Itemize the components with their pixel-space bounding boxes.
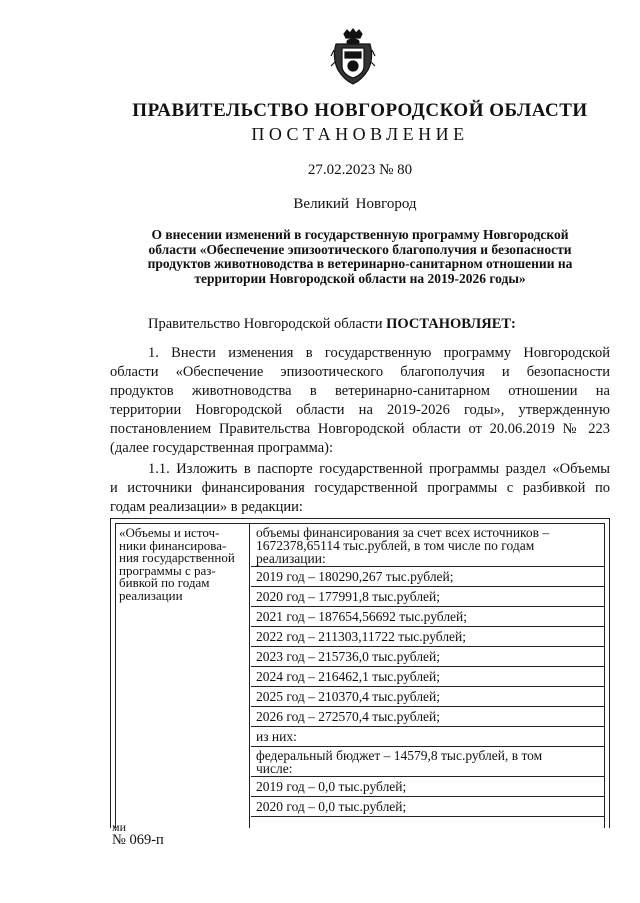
of-them-row: из них: xyxy=(251,727,604,747)
paragraph-line: и источники финансирования государственной программы с разбивкой по xyxy=(110,480,610,496)
year-row: 2022 год – 211303,11722 тыс.рублей; xyxy=(251,627,604,647)
paragraph-line: территории Новгородской области на 2019-2026 годы», утвержденную xyxy=(110,402,610,418)
total-line: 1672378,65114 тыс.рублей, в том числе по годам xyxy=(256,538,535,553)
paragraph-1 xyxy=(110,344,610,458)
federal-line: федеральный бюджет – 14579,8 тыс.рублей, в том xyxy=(256,748,543,763)
total-financing-cell xyxy=(251,524,604,567)
financing-table xyxy=(110,518,610,828)
government-title: ПРАВИТЕЛЬСТВО НОВГОРОДСКОЙ ОБЛАСТИ xyxy=(132,100,588,121)
year-row: 2024 год – 216462,1 тыс.рублей; xyxy=(251,667,604,687)
label-line: «Объемы и источ- xyxy=(119,525,220,540)
document-subject xyxy=(110,228,610,286)
table-label-cell xyxy=(116,524,250,828)
year-row: 2026 год – 272570,4 тыс.рублей; xyxy=(251,707,604,727)
paragraph-line: 1. Внести изменения в государственную программу Новгородской xyxy=(148,345,610,361)
document-type: ПОСТАНОВЛЕНИЕ xyxy=(251,124,469,144)
year-row: 2023 год – 215736,0 тыс.рублей; xyxy=(251,647,604,667)
paragraph-line: годам реализации» в редакции: xyxy=(110,499,303,515)
total-line: реализации: xyxy=(256,551,326,566)
year-row: 2025 год – 210370,4 тыс.рублей; xyxy=(251,687,604,707)
footer-doc-code: № 069-п xyxy=(112,832,164,848)
paragraph-line: (далее государственная программа): xyxy=(110,440,334,456)
city: Великий Новгород xyxy=(293,196,417,212)
coat-of-arms-icon xyxy=(330,28,376,86)
table-value-column xyxy=(251,524,604,828)
label-line: ния государственной xyxy=(119,550,235,565)
subject-line: территории Новгородской области на 2019-2026 годы» xyxy=(194,270,526,286)
paragraph-line: 1.1. Изложить в паспорте государственной программы раздел «Объемы xyxy=(148,461,610,477)
total-line: объемы финансирования за счет всех источников – xyxy=(256,525,550,540)
decree-keyword: ПОСТАНОВЛЯЕТ: xyxy=(386,316,516,332)
paragraph-line: постановлением Правительства Новгородской области от 20.06.2019 № 223 xyxy=(110,421,610,437)
label-line: бивкой по годам xyxy=(119,575,210,590)
federal-budget-cell xyxy=(251,747,604,777)
label-line: программы с раз- xyxy=(119,562,216,578)
financing-table-inner xyxy=(115,523,605,828)
year-row: 2020 год – 177991,8 тыс.рублей; xyxy=(251,587,604,607)
decree-line xyxy=(110,316,610,333)
footer-initials: ми xyxy=(112,820,127,834)
decree-lead: Правительство Новгородской области xyxy=(148,316,387,332)
federal-year-row: 2019 год – 0,0 тыс.рублей; xyxy=(251,777,604,797)
paragraph-line: продуктов животноводства в ветеринарно-санитарном отношении на xyxy=(110,383,610,399)
subject-line: области «Обеспечение эпизоотического благополучия и безопасности xyxy=(148,241,572,257)
paragraph-line: области «Обеспечение эпизоотического благополучия и безопасности xyxy=(110,364,610,380)
federal-line: числе: xyxy=(256,761,293,776)
year-row: 2019 год – 180290,267 тыс.рублей; xyxy=(251,567,604,587)
paragraph-1-1 xyxy=(110,460,610,517)
federal-year-row: 2020 год – 0,0 тыс.рублей; xyxy=(251,797,604,817)
label-line: ники финансирова- xyxy=(119,537,227,553)
date-and-number: 27.02.2023 № 80 xyxy=(307,162,413,178)
subject-line: продуктов животноводства в ветеринарно-санитарном отношении на xyxy=(147,256,573,271)
subject-line: О внесении изменений в государственную программу Новгородской xyxy=(151,227,569,242)
label-line: реализации xyxy=(119,587,183,603)
year-row: 2021 год – 187654,56692 тыс.рублей; xyxy=(251,607,604,627)
